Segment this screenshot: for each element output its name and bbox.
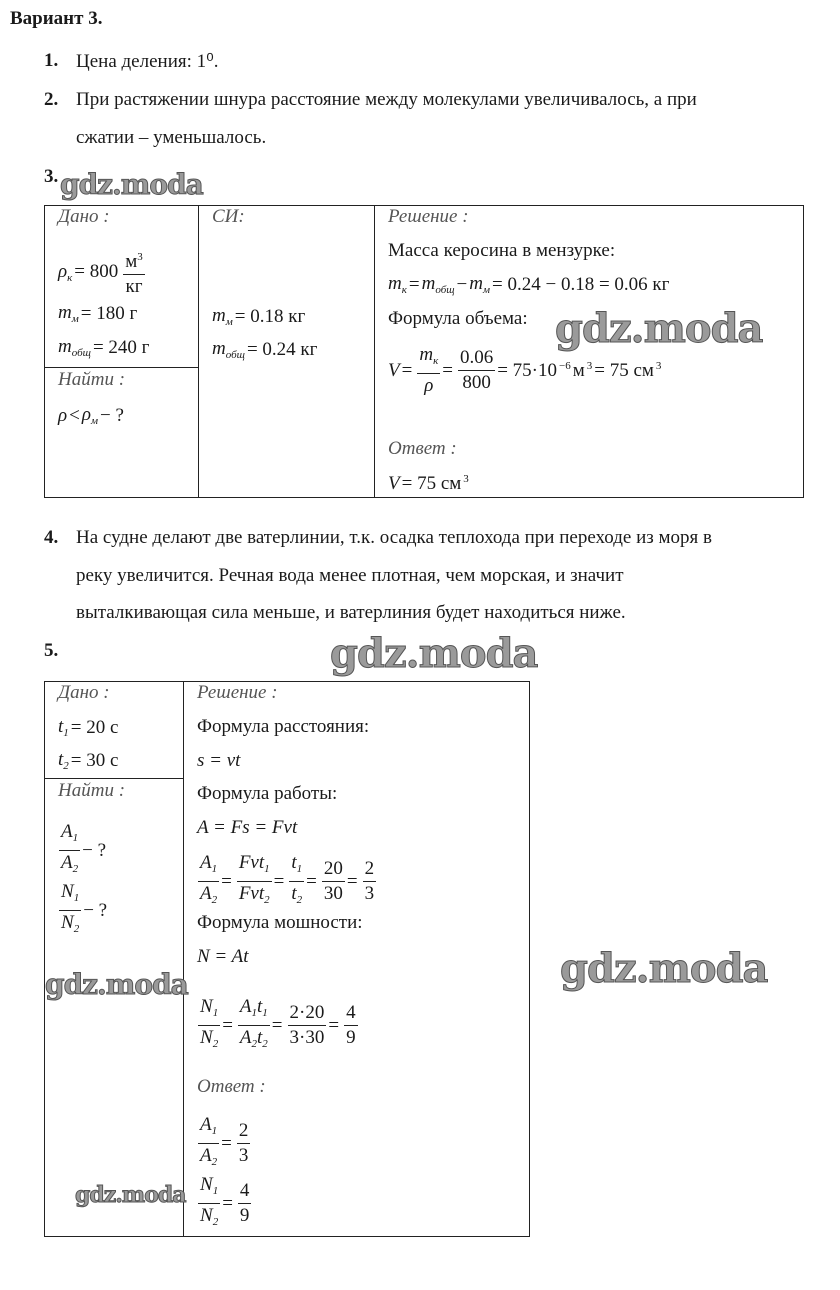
superscript: 3 — [655, 359, 662, 372]
math-text: = 0.24 кг — [246, 338, 318, 360]
subscript: 1 — [262, 1007, 268, 1019]
math-text: = 0.18 кг — [234, 305, 306, 327]
watermark: gdz.moda — [75, 1182, 186, 1208]
math-variable: $m_м$ — [212, 305, 233, 328]
fraction — [238, 1179, 252, 1228]
math-text — [559, 360, 571, 382]
math-text: 800 — [462, 372, 491, 393]
denominator — [238, 1026, 270, 1056]
subscript: общ — [435, 284, 455, 296]
answer-label: Ответ : — [388, 438, 457, 459]
fraction — [344, 1001, 358, 1050]
subscript: 2 — [212, 1038, 219, 1050]
math-text: 3 — [364, 883, 375, 904]
denominator — [460, 371, 493, 395]
math-text: = 240 г — [92, 336, 150, 358]
formula — [212, 338, 319, 361]
subscript: м — [71, 313, 79, 325]
subscript: общ — [71, 347, 91, 359]
subscript: м — [90, 415, 98, 427]
subscript: 1 — [296, 863, 303, 875]
numerator — [59, 880, 81, 911]
fraction — [237, 1119, 251, 1168]
math-text: = 800 — [74, 261, 119, 282]
math-variable: $N_2$ — [200, 1205, 219, 1228]
numerator — [288, 1001, 327, 1026]
numerator — [322, 857, 345, 882]
item-number: 2. — [44, 89, 59, 110]
subscript: 2 — [63, 760, 69, 772]
math-variable: $t_1$ — [291, 852, 303, 875]
subscript: 1 — [212, 1185, 219, 1197]
fraction — [59, 820, 80, 881]
fraction — [237, 851, 272, 912]
item-number: 5. — [44, 640, 59, 661]
numerator — [198, 995, 220, 1026]
math-text: м — [572, 359, 585, 381]
math-text: = 75 см — [401, 473, 462, 494]
watermark: gdz.moda — [330, 630, 538, 677]
numerator — [198, 1113, 219, 1144]
si-label: СИ: — [212, 206, 245, 227]
math-text — [463, 473, 469, 495]
math-variable: $m_м$ — [469, 273, 491, 296]
solution-text: Формула работы: — [197, 783, 338, 804]
math-variable: $A_2$ — [61, 852, 79, 875]
superscript: 3 — [137, 251, 143, 263]
fraction — [238, 995, 270, 1056]
math-variable: $A_1$ — [200, 1114, 218, 1137]
item-number: 3. — [44, 166, 59, 187]
item-number: 1. — [44, 50, 59, 71]
numerator — [289, 851, 304, 882]
math-text: 3·30 — [289, 1027, 325, 1048]
formula — [195, 995, 360, 1056]
math-variable: $t_2$ — [257, 1027, 268, 1050]
math-text: = — [221, 870, 232, 892]
fraction — [289, 851, 304, 912]
formula — [58, 716, 120, 739]
formula — [195, 1113, 252, 1174]
math-text: = 20 с — [70, 716, 119, 738]
math-text: = — [401, 359, 413, 381]
solution-text: Формула расстояния: — [197, 716, 370, 737]
fraction — [198, 1113, 219, 1174]
watermark: gdz.moda — [60, 168, 203, 201]
subscript: 2 — [211, 1156, 218, 1168]
math-variable: $m_{общ}$ — [212, 338, 245, 361]
subscript: 1 — [63, 727, 69, 739]
math-variable: Fvt$_1$ — [238, 852, 270, 875]
subscript: 1 — [72, 832, 79, 844]
math-variable: $t_2$ — [291, 883, 303, 906]
denominator — [289, 882, 304, 912]
subscript: 1 — [211, 1125, 218, 1137]
math-variable: $N_2$ — [200, 1027, 219, 1050]
item-text: сжатии – уменьшалось. — [76, 127, 267, 148]
math-text: = — [221, 1132, 232, 1154]
formula — [195, 1173, 253, 1234]
math-text: = 0.24 − 0.18 = 0.06 кг — [492, 273, 670, 295]
math-variable: $m_к$ — [419, 344, 439, 367]
subscript: м — [225, 316, 233, 328]
find-label: Найти : — [58, 369, 126, 390]
math-text: = 75·10 — [497, 359, 557, 381]
formula — [388, 273, 671, 296]
math-variable: $A_2$ — [200, 1145, 218, 1168]
math-text: м — [125, 251, 138, 272]
given-label: Дано : — [58, 682, 110, 703]
subscript: 1 — [211, 863, 218, 875]
formula — [197, 946, 251, 968]
math-variable: $m_м$ — [58, 302, 79, 325]
solution-text: Формула мошности: — [197, 912, 363, 933]
subscript: 2 — [264, 894, 270, 906]
answer-label: Ответ : — [197, 1076, 266, 1097]
denominator — [288, 1026, 327, 1050]
math-variable: $m_к$ — [388, 273, 407, 296]
denominator — [59, 851, 80, 881]
math-text: = — [346, 870, 358, 892]
divider — [183, 681, 184, 1236]
math-variable: $t_2$ — [58, 749, 69, 772]
math-text: 2·20 — [289, 1002, 325, 1023]
math-variable: $A_1$ — [200, 852, 218, 875]
denominator — [237, 882, 272, 912]
math-text: 4 — [346, 1002, 356, 1023]
solution-text: Формула объема: — [388, 308, 528, 329]
math-text: = — [273, 870, 285, 892]
formula — [195, 851, 378, 912]
fraction — [59, 880, 81, 941]
math-variable: $m_{общ}$ — [58, 336, 91, 359]
denominator — [198, 882, 219, 912]
math-variable: ρ — [58, 404, 68, 426]
math-text: 9 — [239, 1205, 250, 1226]
fraction — [288, 1001, 327, 1050]
divider — [374, 205, 375, 497]
math-text — [587, 360, 593, 382]
fraction — [198, 995, 220, 1056]
math-text: < — [69, 404, 80, 426]
formula — [56, 880, 109, 941]
divider — [198, 205, 199, 497]
item-text: реку увеличится. Речная вода менее плотная, чем морская, и значит — [76, 565, 624, 586]
math-variable: $N_2$ — [61, 912, 80, 935]
math-variable: $m_{общ}$ — [421, 273, 455, 296]
formula — [58, 336, 151, 359]
formula — [58, 302, 139, 325]
subscript: к — [67, 271, 73, 284]
formula — [197, 817, 299, 839]
denominator — [422, 374, 435, 398]
item-number: 4. — [44, 527, 59, 548]
numerator — [238, 1179, 252, 1204]
math-variable: N = At — [197, 946, 249, 967]
math-variable: $A_1$ — [239, 996, 258, 1019]
math-text: − ? — [100, 404, 124, 426]
item-text: На судне делают две ватерлинии, т.к. осадка теплохода при переходе из моря в — [76, 527, 712, 548]
math-text: = — [442, 359, 453, 381]
math-text: = — [408, 273, 420, 295]
formula — [212, 305, 307, 328]
math-variable: $N_1$ — [61, 881, 80, 904]
variant-title: Вариант 3. — [10, 8, 103, 29]
subscript: м — [483, 284, 491, 296]
fraction — [458, 346, 495, 395]
math-text: = — [328, 1014, 340, 1036]
subscript: 1 — [264, 863, 270, 875]
denominator — [237, 1144, 251, 1168]
superscript: 3 — [463, 473, 469, 485]
math-variable: $t_1$ — [58, 716, 69, 739]
item-text: При растяжении шнура расстояние между молекулами увеличивалось, а при — [76, 89, 697, 110]
denominator — [124, 275, 145, 299]
subscript: 2 — [251, 1038, 258, 1050]
math-text: − ? — [83, 899, 108, 921]
numerator — [59, 820, 80, 851]
subscript: к — [401, 284, 407, 296]
subscript: 1 — [251, 1007, 258, 1019]
math-text: 2 — [364, 858, 375, 879]
numerator — [237, 851, 272, 882]
subscript: 2 — [262, 1038, 268, 1050]
numerator — [198, 851, 219, 882]
fraction — [198, 851, 219, 912]
item-text: Цена деления: 1⁰. — [76, 51, 219, 72]
math-variable: $t_1$ — [257, 996, 268, 1019]
math-variable: $N_1$ — [200, 1174, 219, 1197]
numerator — [458, 346, 495, 371]
math-text — [137, 251, 143, 272]
fraction — [123, 245, 145, 299]
math-variable: $A_2$ — [200, 883, 218, 906]
denominator — [344, 1026, 358, 1050]
subscript: 2 — [73, 923, 80, 935]
fraction — [363, 857, 377, 906]
math-variable: s = vt — [197, 750, 241, 771]
math-variable: $N_1$ — [200, 996, 219, 1019]
superscript: 3 — [586, 359, 593, 372]
divider — [44, 778, 184, 779]
subscript: 1 — [212, 1007, 219, 1019]
fraction — [417, 343, 440, 398]
watermark: gdz.moda — [560, 945, 768, 992]
subscript: 1 — [73, 892, 80, 904]
given-label: Дано : — [58, 206, 110, 227]
formula — [58, 749, 120, 772]
numerator — [237, 1119, 251, 1144]
math-variable: V — [388, 473, 400, 494]
denominator — [238, 1204, 252, 1228]
denominator — [59, 911, 81, 941]
math-text: = — [222, 1192, 233, 1214]
subscript: 2 — [212, 1216, 219, 1228]
math-variable: V — [388, 359, 400, 381]
subscript: 2 — [72, 863, 79, 875]
subscript: 2 — [211, 894, 218, 906]
math-text: = 30 с — [70, 749, 119, 771]
math-text: 0.06 — [459, 347, 494, 368]
watermark: gdz.moda — [555, 305, 763, 352]
math-text: = — [306, 870, 317, 892]
math-text: кг — [125, 276, 143, 297]
math-text: = 75 см — [594, 359, 654, 381]
math-variable: $A_2$ — [239, 1027, 258, 1050]
subscript: общ — [225, 349, 245, 361]
subscript: 2 — [296, 894, 303, 906]
formula — [58, 245, 147, 299]
math-text: = — [222, 1014, 233, 1036]
math-variable: $A_1$ — [61, 821, 79, 844]
math-text: 30 — [323, 883, 343, 904]
math-variable: $\rho_м$ — [81, 404, 98, 427]
solution-text: Масса керосина в мензурке: — [388, 240, 616, 261]
subscript: к — [433, 355, 439, 367]
math-text: − ? — [82, 839, 107, 861]
formula — [56, 820, 108, 881]
item-text: выталкивающая сила меньше, и ватерлиния будет находиться ниже. — [76, 602, 626, 623]
superscript: −6 — [558, 359, 571, 372]
math-variable: A = Fs = Fvt — [197, 817, 298, 838]
numerator — [363, 857, 377, 882]
math-text: − — [456, 273, 468, 295]
solution-label: Решение : — [197, 682, 278, 703]
formula — [388, 473, 471, 495]
math-variable: $\rho_к$ — [58, 260, 73, 284]
solution-label: Решение : — [388, 206, 469, 227]
watermark: gdz.moda — [45, 968, 188, 1001]
math-text: 20 — [323, 858, 343, 879]
numerator — [344, 1001, 358, 1026]
fraction — [322, 857, 345, 906]
find-label: Найти : — [58, 780, 126, 801]
math-variable: Fvt$_2$ — [238, 883, 270, 906]
math-text: 3 — [238, 1145, 249, 1166]
fraction — [198, 1173, 220, 1234]
math-text — [656, 360, 662, 382]
denominator — [198, 1204, 220, 1234]
denominator — [322, 882, 345, 906]
math-text: = — [271, 1014, 283, 1036]
math-variable: ρ — [424, 375, 434, 396]
denominator — [363, 882, 377, 906]
math-text: = 180 г — [80, 302, 138, 324]
math-text: 4 — [239, 1180, 250, 1201]
math-text: 9 — [346, 1027, 356, 1048]
divider — [44, 367, 199, 368]
numerator — [417, 343, 440, 374]
numerator — [238, 995, 270, 1026]
denominator — [198, 1026, 220, 1056]
denominator — [198, 1144, 219, 1174]
numerator — [198, 1173, 220, 1204]
formula — [197, 750, 242, 772]
numerator — [123, 245, 145, 275]
math-text: 2 — [238, 1120, 249, 1141]
formula — [58, 404, 126, 427]
